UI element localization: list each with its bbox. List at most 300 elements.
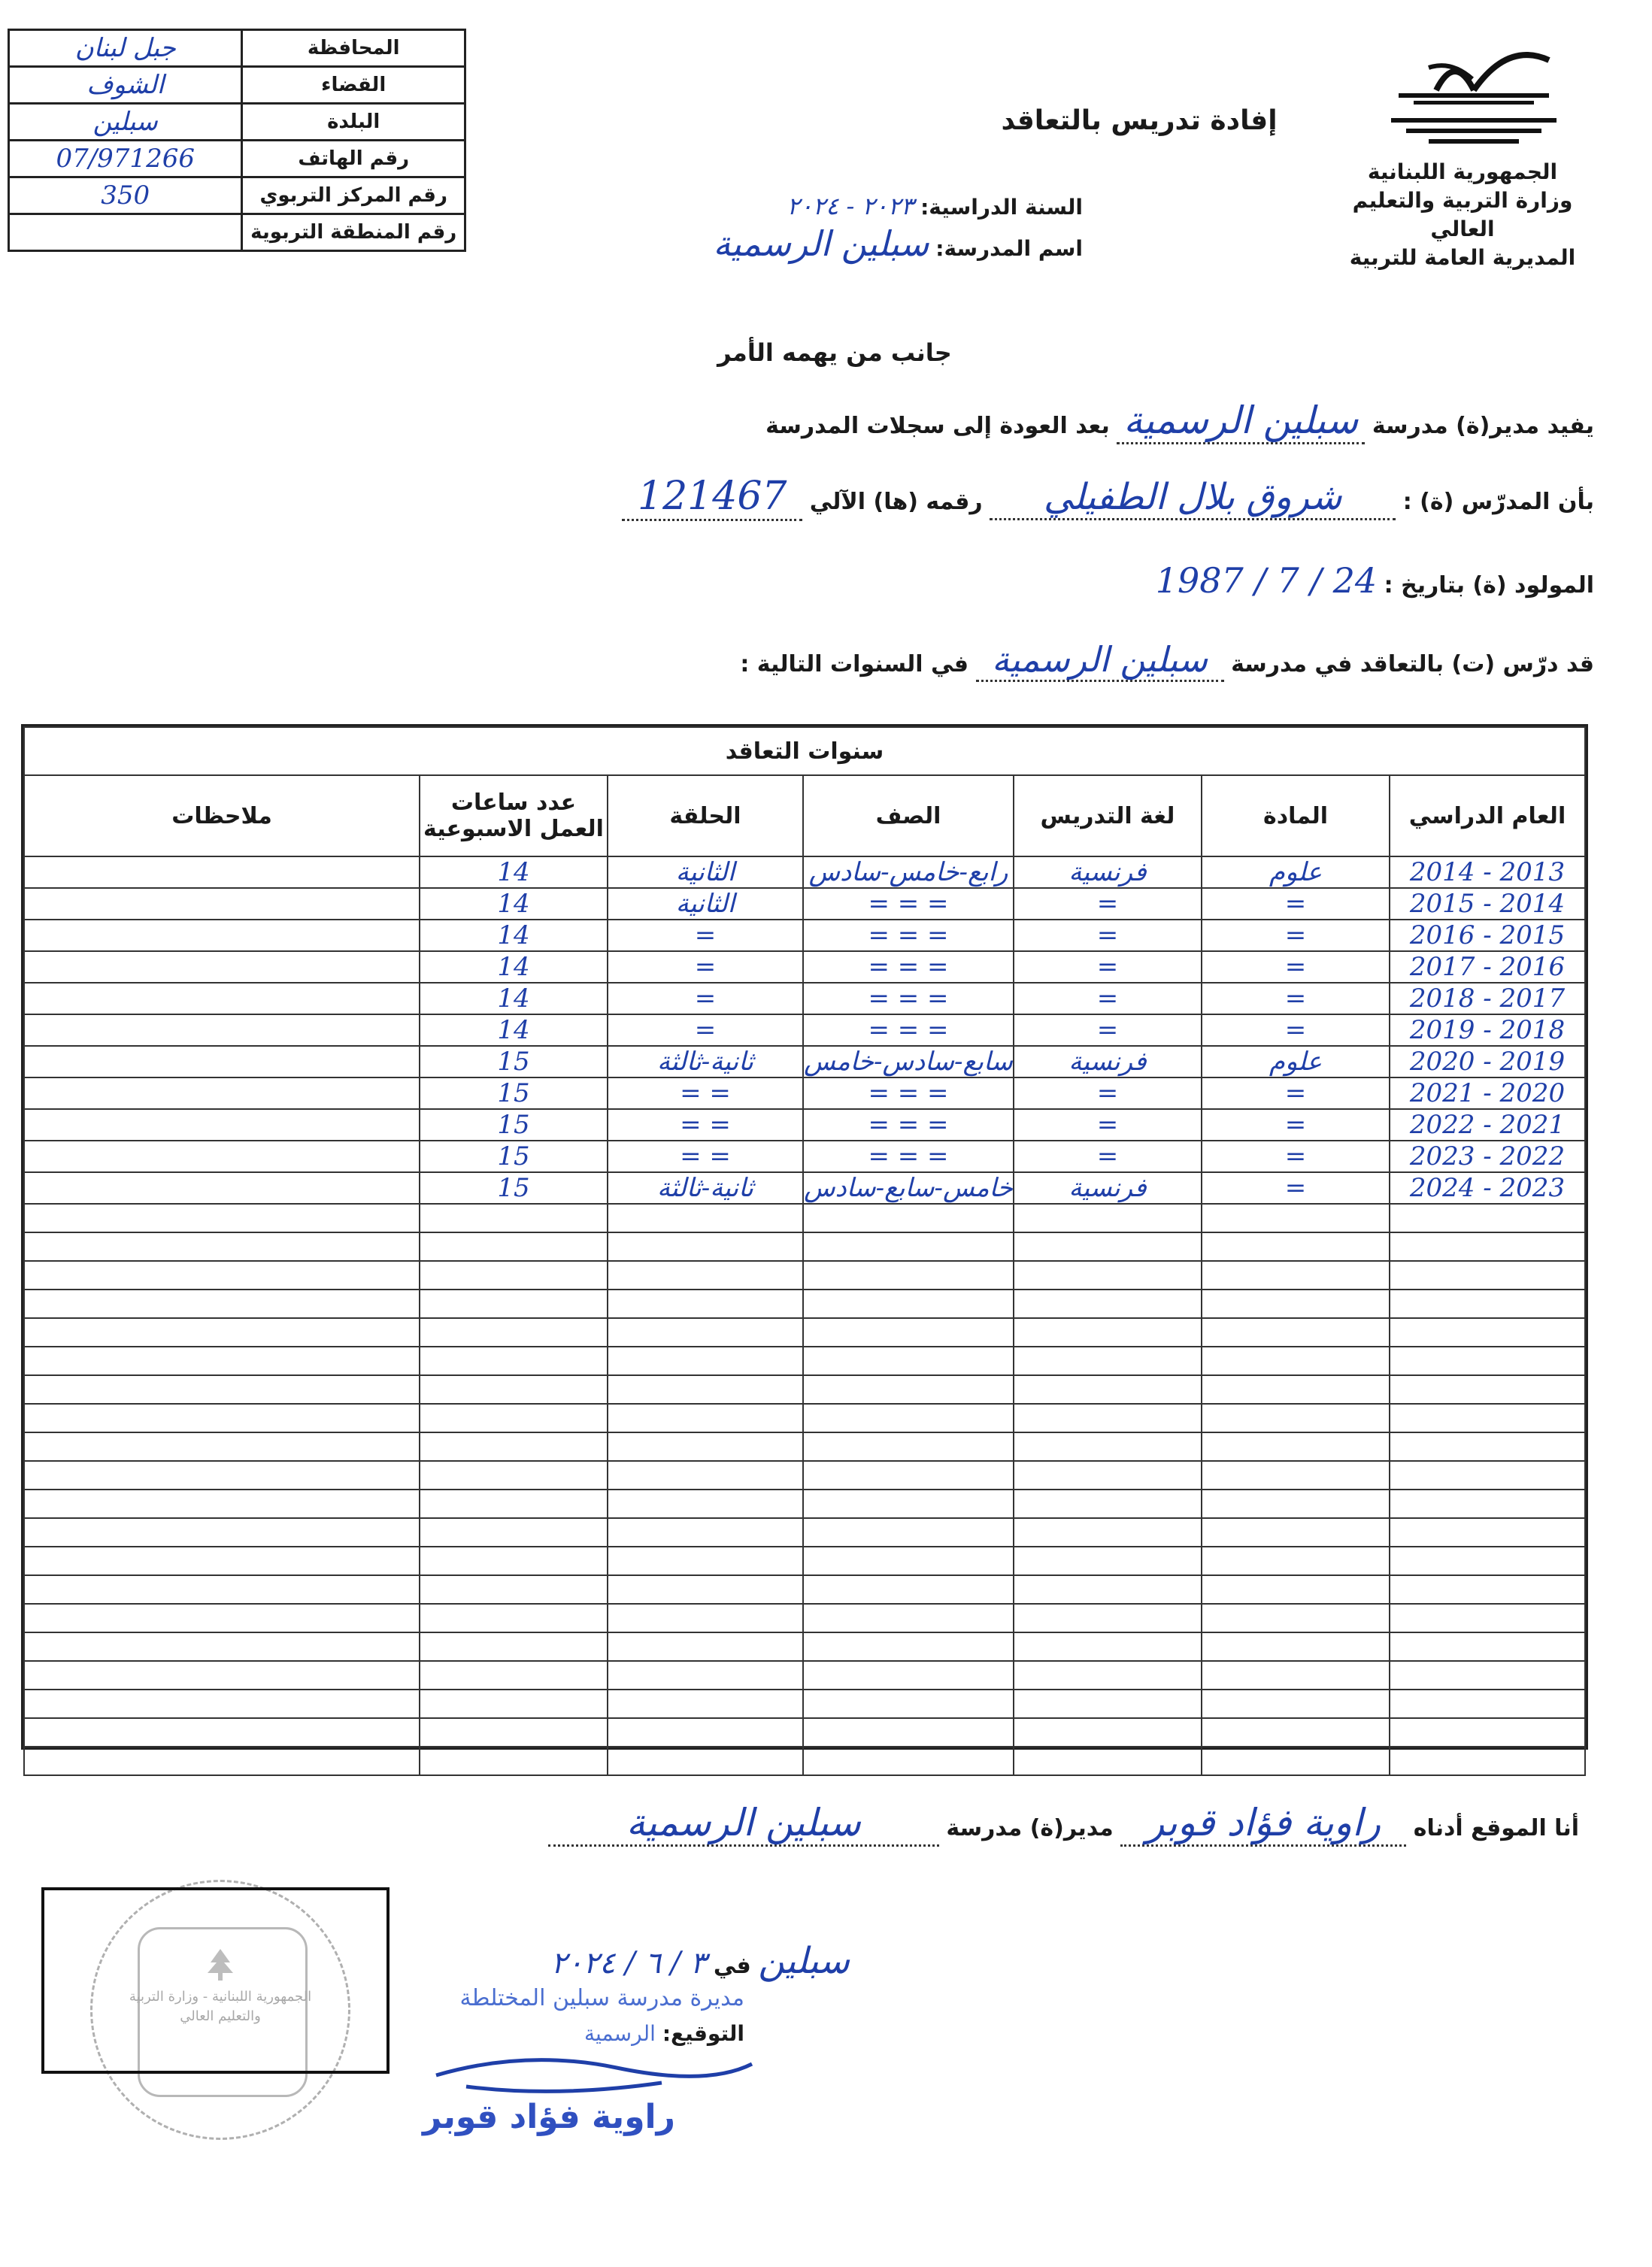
table-cell: = = =: [803, 920, 1014, 951]
column-header: ملاحظات: [24, 775, 420, 856]
table-cell: [1202, 1347, 1390, 1375]
table-cell: =: [1014, 983, 1202, 1014]
issue-date: ٣ / ٦ / ٢٠٢٤: [550, 1946, 707, 1981]
birth-date: 24 / 7 / 1987: [1155, 560, 1378, 601]
table-cell: [608, 1318, 803, 1347]
signature-box: [41, 1887, 390, 2074]
empty-table-row: [24, 1547, 1585, 1575]
signer-name: راوية فؤاد قوبر: [423, 2098, 675, 2136]
table-cell: فرنسية: [1014, 1046, 1202, 1077]
table-cell: [803, 1375, 1014, 1404]
table-cell: [1390, 1347, 1585, 1375]
ministry-header: [1338, 158, 1587, 272]
empty-table-row: [24, 1404, 1585, 1432]
table-cell: [24, 1172, 420, 1204]
info-label: رقم الهاتف: [242, 141, 465, 177]
info-label: رقم المنطقة التربوية: [242, 214, 465, 251]
table-cell: [420, 1632, 608, 1661]
empty-table-row: [24, 1747, 1585, 1775]
table-cell: [24, 1461, 420, 1490]
table-cell: [803, 1461, 1014, 1490]
table-cell: [1202, 1661, 1390, 1690]
empty-table-row: [24, 1632, 1585, 1661]
table-cell: [1014, 1347, 1202, 1375]
table-cell: [24, 951, 420, 983]
table-cell: [420, 1290, 608, 1318]
table-cell: [608, 1204, 803, 1232]
table-cell: =: [1014, 1141, 1202, 1172]
table-cell: [420, 1490, 608, 1518]
table-cell: 14: [420, 888, 608, 920]
table-cell: [1014, 1518, 1202, 1547]
column-header: الصف: [803, 775, 1014, 856]
table-cell: ثانية-ثالثة: [608, 1046, 803, 1077]
table-cell: 14: [420, 920, 608, 951]
table-cell: [24, 1690, 420, 1718]
table-cell: =: [608, 1014, 803, 1046]
table-cell: [803, 1604, 1014, 1632]
line1-prefix: يفيد مدير(ة) مدرسة: [1372, 413, 1594, 439]
table-cell: [24, 1747, 420, 1775]
column-header: المادة: [1202, 775, 1390, 856]
table-cell: [420, 1747, 608, 1775]
table-cell: [1202, 1690, 1390, 1718]
table-cell: =: [1202, 1141, 1390, 1172]
table-cell: 14: [420, 1014, 608, 1046]
line1-suffix: بعد العودة إلى سجلات المدرسة: [765, 413, 1110, 439]
table-cell: [1014, 1290, 1202, 1318]
table-cell: [1014, 1461, 1202, 1490]
year-school-block: [587, 188, 1083, 267]
table-cell: [1202, 1604, 1390, 1632]
table-cell: [803, 1404, 1014, 1432]
info-row: [9, 67, 465, 104]
table-cell: [24, 1232, 420, 1261]
table-cell: [1014, 1432, 1202, 1461]
table-cell: [608, 1432, 803, 1461]
table-cell: [608, 1690, 803, 1718]
table-cell: [24, 1632, 420, 1661]
footer-mid: مدير(ة) مدرسة: [946, 1815, 1114, 1841]
table-cell: [420, 1718, 608, 1747]
empty-table-row: [24, 1375, 1585, 1404]
empty-table-row: [24, 1461, 1585, 1490]
table-cell: خامس-سابع-سادس: [804, 1173, 1013, 1203]
table-cell: [1014, 1718, 1202, 1747]
table-cell: [1014, 1575, 1202, 1604]
info-value: 350: [9, 177, 242, 214]
table-cell: [420, 1204, 608, 1232]
table-cell: [1014, 1604, 1202, 1632]
place-name: سبلين: [758, 1940, 850, 1982]
table-cell: =: [1014, 920, 1202, 951]
empty-table-row: [24, 1318, 1585, 1347]
school-name-line: [587, 223, 1083, 267]
table-cell: [803, 1547, 1014, 1575]
table-cell: =: [1202, 951, 1390, 983]
document-title: إفادة تدريس بالتعاقد: [1001, 105, 1278, 136]
table-cell: فرنسية: [1014, 1172, 1202, 1204]
table-cell: [803, 1690, 1014, 1718]
table-cell: [608, 1232, 803, 1261]
table-cell: [1390, 1261, 1585, 1290]
table-cell: [24, 1432, 420, 1461]
table-cell: = = =: [803, 888, 1014, 920]
table-cell: 2015 - 2016: [1390, 920, 1585, 951]
table-cell: = =: [608, 1109, 803, 1141]
table-cell: [24, 1375, 420, 1404]
line4-suffix: في السنوات التالية :: [740, 651, 968, 677]
table-cell: [24, 888, 420, 920]
table-cell: [24, 1141, 420, 1172]
table-cell: [1202, 1547, 1390, 1575]
table-cell: [24, 1077, 420, 1109]
empty-table-row: [24, 1232, 1585, 1261]
table-cell: = = =: [803, 1077, 1014, 1109]
table-cell: =: [1202, 1077, 1390, 1109]
table-cell: 2016 - 2017: [1390, 951, 1585, 983]
column-header: لغة التدريس: [1014, 775, 1202, 856]
table-cell: [1390, 1318, 1585, 1347]
table-cell: 14: [420, 983, 608, 1014]
to-whom-heading: جانب من يهمه الأمر: [717, 338, 952, 367]
table-cell: [608, 1661, 803, 1690]
table-cell: سابع-سادس-خامس: [804, 1047, 1013, 1077]
table-cell: = =: [608, 1141, 803, 1172]
signature-line: [421, 2021, 744, 2046]
table-cell: [24, 1661, 420, 1690]
line1-school: سبلين الرسمية: [1117, 399, 1365, 444]
stamp-subtitle: الرسمية: [584, 2021, 656, 2046]
table-cell: [24, 1404, 420, 1432]
table-cell: =: [1014, 888, 1202, 920]
info-row: [9, 104, 465, 141]
table-cell: = = =: [803, 1014, 1014, 1046]
table-cell: [1390, 1547, 1585, 1575]
table-cell: [1202, 1575, 1390, 1604]
table-cell: 2013 - 2014: [1390, 856, 1585, 888]
table-cell: [24, 1547, 420, 1575]
table-cell: [420, 1404, 608, 1432]
table-group-header: سنوات التعاقد: [24, 727, 1585, 775]
table-cell: [1202, 1318, 1390, 1347]
table-cell: [1202, 1490, 1390, 1518]
body-line-3: [978, 560, 1594, 601]
table-cell: =: [608, 920, 803, 951]
table-row: [24, 1077, 1585, 1109]
table-cell: [24, 1718, 420, 1747]
info-value: جبل لبنان: [9, 30, 242, 67]
line2-prefix: بأن المدرّس (ة) :: [1402, 489, 1594, 515]
table-cell: الثانية: [608, 888, 803, 920]
table-cell: = = =: [803, 1141, 1014, 1172]
info-row: [9, 177, 465, 214]
ministry-name: وزارة التربية والتعليم العالي: [1352, 188, 1573, 241]
info-value: 07/971266: [9, 141, 242, 177]
table-cell: =: [1014, 1109, 1202, 1141]
table-cell: [24, 1290, 420, 1318]
table-cell: [608, 1718, 803, 1747]
table-cell: [420, 1690, 608, 1718]
table-cell: [24, 1318, 420, 1347]
table-cell: [803, 1632, 1014, 1661]
table-cell: [608, 1404, 803, 1432]
table-cell: [803, 1490, 1014, 1518]
column-header: الحلقة: [608, 775, 803, 856]
table-cell: [420, 1375, 608, 1404]
table-row: [24, 1141, 1585, 1172]
table-cell: [608, 1461, 803, 1490]
table-cell: = = =: [803, 951, 1014, 983]
table-cell: 2019 - 2020: [1390, 1046, 1585, 1077]
table-cell: [1202, 1432, 1390, 1461]
table-cell: =: [1202, 983, 1390, 1014]
table-cell: 15: [420, 1172, 608, 1204]
empty-table-row: [24, 1290, 1585, 1318]
table-cell: [1202, 1232, 1390, 1261]
table-cell: [1014, 1404, 1202, 1432]
table-cell: [24, 1109, 420, 1141]
table-cell: [1390, 1747, 1585, 1775]
table-cell: [1390, 1232, 1585, 1261]
table-cell: =: [1202, 1014, 1390, 1046]
place-separator: في: [713, 1953, 751, 1979]
table-cell: [803, 1261, 1014, 1290]
table-cell: [803, 1290, 1014, 1318]
empty-table-row: [24, 1432, 1585, 1461]
table-cell: 15: [420, 1109, 608, 1141]
table-row: [24, 1046, 1585, 1077]
info-row: [9, 141, 465, 177]
table-cell: [1014, 1204, 1202, 1232]
table-cell: [1202, 1404, 1390, 1432]
table-cell: [1390, 1204, 1585, 1232]
table-cell: [420, 1432, 608, 1461]
table-cell: 15: [420, 1141, 608, 1172]
table-cell: =: [1202, 920, 1390, 951]
empty-table-row: [24, 1575, 1585, 1604]
info-value: الشوف: [9, 67, 242, 104]
empty-table-row: [24, 1490, 1585, 1518]
table-cell: [1202, 1204, 1390, 1232]
empty-table-row: [24, 1690, 1585, 1718]
table-cell: [608, 1632, 803, 1661]
table-cell: [1390, 1432, 1585, 1461]
table-cell: [803, 1204, 1014, 1232]
table-cell: [1014, 1690, 1202, 1718]
table-cell: [1390, 1690, 1585, 1718]
table-cell: [803, 1575, 1014, 1604]
table-cell: [1202, 1747, 1390, 1775]
column-header: العام الدراسي: [1390, 775, 1585, 856]
empty-table-row: [24, 1261, 1585, 1290]
table-cell: [1202, 1518, 1390, 1547]
table-cell: [24, 1204, 420, 1232]
table-cell: علوم: [1202, 856, 1390, 888]
table-cell: [24, 920, 420, 951]
directorate-name: المديرية العامة للتربية: [1349, 245, 1576, 270]
footer-prefix: أنا الموقع أدناه: [1413, 1815, 1579, 1841]
table-cell: [24, 1604, 420, 1632]
table-cell: [24, 1518, 420, 1547]
table-cell: [1390, 1718, 1585, 1747]
table-cell: [1014, 1661, 1202, 1690]
table-cell: [608, 1575, 803, 1604]
info-row: [9, 214, 465, 251]
empty-table-row: [24, 1204, 1585, 1232]
info-value: سبلين: [9, 104, 242, 141]
info-label: القضاء: [242, 67, 465, 104]
principal-name: راوية فؤاد قوبر: [1120, 1801, 1406, 1847]
republic-name: الجمهورية اللبنانية: [1367, 159, 1558, 184]
table-cell: 2017 - 2018: [1390, 983, 1585, 1014]
empty-table-row: [24, 1604, 1585, 1632]
table-cell: [420, 1347, 608, 1375]
table-cell: 15: [420, 1046, 608, 1077]
table-cell: =: [1014, 1014, 1202, 1046]
table-cell: =: [1014, 1077, 1202, 1109]
table-cell: 14: [420, 951, 608, 983]
table-cell: [803, 1432, 1014, 1461]
footer-line-1: [421, 1801, 1579, 1847]
table-cell: [420, 1461, 608, 1490]
table-cell: [608, 1375, 803, 1404]
table-cell: [1390, 1575, 1585, 1604]
place-date-line: [383, 1940, 850, 1982]
table-cell: [1202, 1375, 1390, 1404]
table-cell: [803, 1661, 1014, 1690]
table-cell: [24, 1014, 420, 1046]
table-cell: [24, 1347, 420, 1375]
table-cell: [420, 1661, 608, 1690]
table-cell: 2021 - 2022: [1390, 1109, 1585, 1141]
table-cell: [420, 1232, 608, 1261]
table-cell: [608, 1347, 803, 1375]
table-cell: [803, 1232, 1014, 1261]
table-cell: 2020 - 2021: [1390, 1077, 1585, 1109]
table-cell: [420, 1604, 608, 1632]
table-cell: [24, 856, 420, 888]
line2-mid: رقمه (ها) الآلي: [809, 489, 983, 515]
info-label: المحافظة: [242, 30, 465, 67]
year-value: ٢٠٢٣ - ٢٠٢٤: [787, 192, 914, 220]
stamp-title: مديرة مدرسة سبلين المختلطة: [459, 1985, 744, 2011]
table-cell: 2023 - 2024: [1390, 1172, 1585, 1204]
table-cell: [1202, 1632, 1390, 1661]
empty-table-row: [24, 1518, 1585, 1547]
table-cell: [803, 1318, 1014, 1347]
table-cell: [1202, 1461, 1390, 1490]
table-cell: [1390, 1661, 1585, 1690]
table-row: [24, 951, 1585, 983]
table-cell: [1014, 1632, 1202, 1661]
teacher-number: 121467: [622, 474, 802, 521]
table-cell: [608, 1261, 803, 1290]
table-cell: [1202, 1261, 1390, 1290]
table-cell: [420, 1518, 608, 1547]
info-label: البلدة: [242, 104, 465, 141]
table-cell: =: [1202, 888, 1390, 920]
table-cell: [1390, 1518, 1585, 1547]
table-cell: [420, 1547, 608, 1575]
seal-text: الجمهورية اللبنانية - وزارة التربية والتعليم العالي: [129, 1989, 312, 2024]
table-cell: 2022 - 2023: [1390, 1141, 1585, 1172]
empty-table-row: [24, 1661, 1585, 1690]
table-cell: [24, 1575, 420, 1604]
body-line-1: [466, 399, 1594, 444]
line4-school: سبلين الرسمية: [976, 639, 1224, 682]
table-cell: [24, 1490, 420, 1518]
table-cell: [420, 1261, 608, 1290]
empty-table-row: [24, 1718, 1585, 1747]
teacher-name: شروق بلال الطفيلي: [990, 476, 1396, 520]
table-cell: [1390, 1604, 1585, 1632]
table-row: [24, 983, 1585, 1014]
table-cell: [608, 1518, 803, 1547]
table-cell: 15: [420, 1077, 608, 1109]
table-cell: [1202, 1718, 1390, 1747]
table-cell: =: [608, 983, 803, 1014]
table-cell: [803, 1747, 1014, 1775]
table-cell: ثانية-ثالثة: [608, 1172, 803, 1204]
table-cell: [1014, 1747, 1202, 1775]
line4-prefix: قد درّس (ت) بالتعاقد في مدرسة: [1231, 651, 1594, 677]
table-cell: [1390, 1632, 1585, 1661]
info-label: رقم المركز التربوي: [242, 177, 465, 214]
academic-year-line: [587, 188, 1083, 226]
table-row: [24, 920, 1585, 951]
year-label: السنة الدراسية:: [920, 195, 1083, 220]
table-cell: =: [1202, 1109, 1390, 1141]
table-cell: الثانية: [608, 856, 803, 888]
table-cell: [1390, 1290, 1585, 1318]
table-cell: [608, 1290, 803, 1318]
table-cell: [420, 1575, 608, 1604]
info-value: [9, 214, 242, 251]
table-cell: [24, 1046, 420, 1077]
column-header: عدد ساعات العمل الاسبوعية: [420, 775, 608, 856]
handwritten-signature: [421, 2045, 767, 2105]
info-row: [9, 30, 465, 67]
table-row: [24, 888, 1585, 920]
table-cell: فرنسية: [1014, 856, 1202, 888]
table-cell: [1390, 1404, 1585, 1432]
school-info-table: [8, 29, 466, 252]
table-cell: [1390, 1375, 1585, 1404]
table-cell: علوم: [1202, 1046, 1390, 1077]
table-cell: [608, 1747, 803, 1775]
table-row: [24, 1109, 1585, 1141]
school-label: اسم المدرسة:: [935, 236, 1083, 261]
contract-years-table: [21, 724, 1588, 1750]
body-line-4: [571, 639, 1594, 682]
table-cell: 14: [420, 856, 608, 888]
table-cell: = =: [608, 1077, 803, 1109]
table-row: [24, 1014, 1585, 1046]
table-cell: [1014, 1547, 1202, 1575]
footer-school: سبلين الرسمية: [548, 1801, 939, 1847]
table-cell: [420, 1318, 608, 1347]
table-cell: [24, 1261, 420, 1290]
table-cell: [1014, 1490, 1202, 1518]
table-row: [24, 856, 1585, 888]
table-cell: =: [1014, 951, 1202, 983]
table-cell: [24, 983, 420, 1014]
body-line-2: [451, 474, 1594, 521]
table-cell: [1014, 1318, 1202, 1347]
table-cell: =: [1202, 1172, 1390, 1204]
table-cell: [608, 1490, 803, 1518]
